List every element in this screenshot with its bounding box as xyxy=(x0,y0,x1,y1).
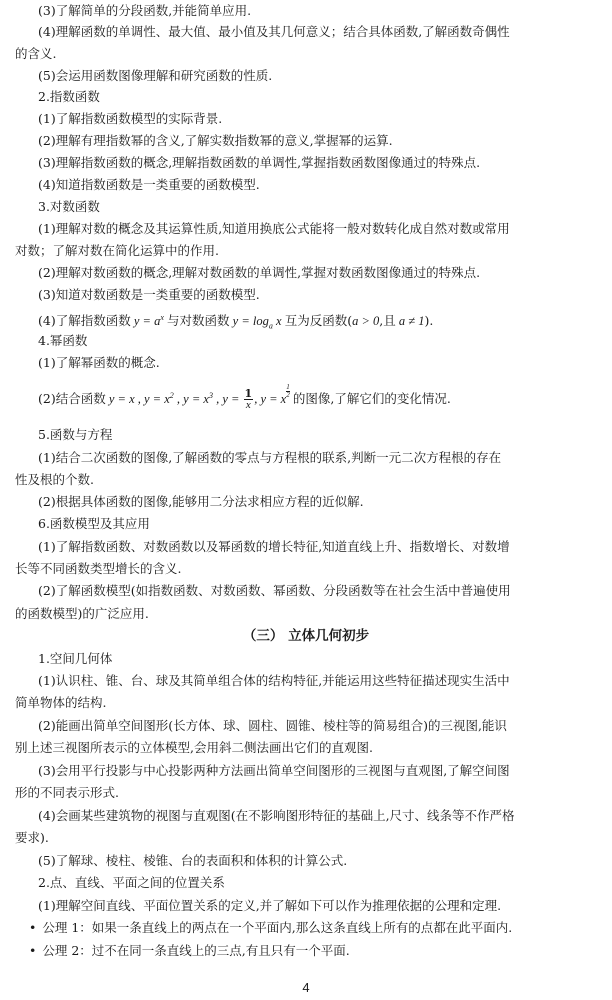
text-span: (4)了解指数函数 xyxy=(38,313,131,329)
text-span: (2)结合函数 xyxy=(38,391,106,407)
text-line: (1)了解指数函数模型的实际背景. xyxy=(38,111,223,126)
formula-exp: $y = a^x$ xyxy=(130,313,164,329)
text-line: (2)根据具体函数的图像,能够用二分法求相应方程的近似解. xyxy=(38,494,364,509)
formula-powers: y = x , $y = x^2$ , $y = x^3$ , y = xyxy=(105,391,243,407)
text-span: ,且 xyxy=(379,313,396,329)
text-line: (4)知道指数函数是一类重要的函数模型. xyxy=(38,177,260,192)
bullet-item xyxy=(29,919,512,937)
text-line: 的含义. xyxy=(15,46,57,61)
bullet-item xyxy=(29,942,350,960)
text-line: (3)知道对数函数是一类重要的函数模型. xyxy=(38,287,260,302)
text-line: 的函数模型)的广泛应用. xyxy=(15,606,149,621)
text-line: (5)会运用函数图像理解和研究函数的性质. xyxy=(38,68,273,83)
text-line: (5)了解球、棱柱、棱锥、台的表面积和体积的计算公式. xyxy=(38,853,348,868)
text-line: (3)了解简单的分段函数,并能简单应用. xyxy=(38,3,252,18)
text-line: (1)结合二次函数的图像,了解函数的零点与方程根的联系,判断一元二次方程根的存在 xyxy=(38,450,502,465)
text-line: (4)会画某些建筑物的视图与直观图(在不影响图形特征的基础上,尺寸、线条等不作严格 xyxy=(38,808,515,823)
text-line: 对数；了解对数在简化运算中的作用. xyxy=(15,243,219,258)
text-line: (3)理解指数函数的概念,理解指数函数的单调性,掌握指数函数图像通过的特殊点. xyxy=(38,155,481,170)
section-heading: （三） 立体几何初步 xyxy=(242,628,370,644)
text-line: (2)能画出简单空间图形(长方体、球、圆柱、圆锥、棱柱等的简易组合)的三视图,能识 xyxy=(38,718,507,733)
bullet-icon: • xyxy=(29,943,37,958)
subsection-heading: 3.对数函数 xyxy=(38,199,100,214)
text-line: (1)了解幂函数的概念. xyxy=(38,355,160,370)
formula-cond2: a ≠ 1 xyxy=(395,314,425,329)
formula-log: $y = \log_a x$ xyxy=(229,314,285,331)
text-line: (2)理解对数函数的概念,理解对数函数的单调性,掌握对数函数图像通过的特殊点. xyxy=(38,265,481,280)
subsection-heading: 6.函数模型及其应用 xyxy=(38,516,150,531)
formula-line-inverse xyxy=(38,309,433,336)
fraction-1-over-x: $\frac{1}{x}$ xyxy=(244,387,253,412)
formula-cond1: a > 0 xyxy=(352,314,380,329)
formula-line-power xyxy=(38,381,451,413)
bullet-icon: • xyxy=(29,920,37,935)
text-line: (2)了解函数模型(如指数函数、对数函数、幂函数、分段函数等在社会生活中普遍使用 xyxy=(38,583,511,598)
text-line: (1)了解指数函数、对数函数以及幂函数的增长特征,知道直线上升、指数增长、对数增 xyxy=(38,539,510,554)
bullet-text: 公理 1：如果一条直线上的两点在一个平面内,那么这条直线上所有的点都在此平面内. xyxy=(42,920,513,935)
text-line: (4)理解函数的单调性、最大值、最小值及其几何意义；结合具体函数,了解函数奇偶性 xyxy=(38,24,510,39)
bullet-text: 公理 2：过不在同一条直线上的三点,有且只有一个平面. xyxy=(42,943,350,958)
text-span: 与对数函数 xyxy=(167,313,230,329)
text-line: 别上述三视图所表示的立体模型,会用斜二侧法画出它们的直观图. xyxy=(15,740,373,755)
page-number: 4 xyxy=(302,980,310,995)
text-line: 长等不同函数类型增长的含义. xyxy=(15,561,182,576)
text-line: 形的不同表示形式. xyxy=(15,785,119,800)
text-line: 要求). xyxy=(15,830,49,845)
subsection-heading: 2.点、直线、平面之间的位置关系 xyxy=(38,875,225,890)
subsection-heading: 1.空间几何体 xyxy=(38,651,113,666)
text-span: 的图像,了解它们的变化情况. xyxy=(292,391,451,407)
subsection-heading: 2.指数函数 xyxy=(38,89,100,104)
text-span: 互为反函数( xyxy=(284,313,353,329)
text-line: (2)理解有理指数幂的含义,了解实数指数幂的意义,掌握幂的运算. xyxy=(38,133,393,148)
text-line: 简单物体的结构. xyxy=(15,695,107,710)
text-line: (3)会用平行投影与中心投影两种方法画出简单空间图形的三视图与直观图,了解空间图 xyxy=(38,763,510,778)
formula-sqrt: , y = x $^{\frac{1}{2}}$ xyxy=(254,383,290,407)
subsection-heading: 5.函数与方程 xyxy=(38,427,113,442)
text-line: (1)理解空间直线、平面位置关系的定义,并了解如下可以作为推理依据的公理和定理. xyxy=(38,898,502,913)
text-line: 性及根的个数. xyxy=(15,472,94,487)
text-line: (1)认识柱、锥、台、球及其简单组合体的结构特征,并能运用这些特征描述现实生活中 xyxy=(38,673,510,688)
subsection-heading: 4.幂函数 xyxy=(38,333,88,348)
text-span: ). xyxy=(424,313,434,329)
text-line: (1)理解对数的概念及其运算性质,知道用换底公式能将一般对数转化成自然对数或常用 xyxy=(38,221,510,236)
